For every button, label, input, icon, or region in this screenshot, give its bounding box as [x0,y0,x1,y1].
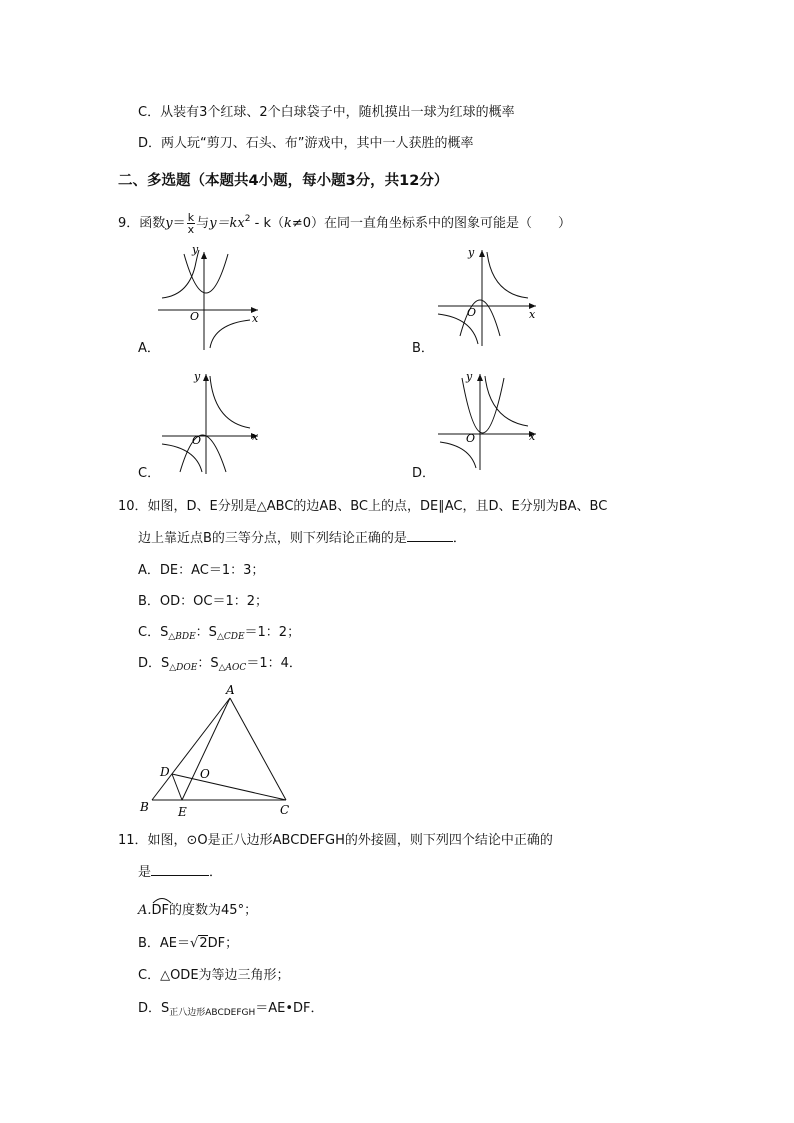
q9-b-origin: O [467,306,477,319]
q9-label-a: A． [138,341,160,356]
q11-a-post: 的度数为45°； [169,903,258,918]
q9-frac-num: k [187,211,195,224]
q8-option-d: D．两人玩“剪刀、石头、布”游戏中，其中一人获胜的概率 [138,136,474,151]
q10-stem-text: 边上靠近点B的三等分点，则下列结论正确的是 [138,531,407,546]
q10-c-post: ＝1：2； [244,625,301,640]
q10-d-post: ＝1：4． [246,656,302,671]
q10-triangle-figure [138,682,298,820]
q11-a-arc [152,902,170,920]
arc-mark-icon [152,896,172,904]
q11-stem-line2 [138,863,222,882]
q10-c-sub2: △CDE [216,632,245,642]
q11-stem-line1: 11．如图，⊙O是正八边形ABCDEFGH的外接圆，则下列四个结论中正确的 [118,833,553,848]
q10-stem-line2 [138,529,466,548]
q10-c-mid: ：S [195,625,217,640]
q9-d-origin: O [466,432,476,445]
q9-graph-c [150,368,270,473]
q9-c-x-label: x [252,430,259,443]
q9-fraction [187,212,196,235]
q10-point-a: A [226,683,235,697]
q11-a-arc-label: DF [151,903,170,918]
q10-answer-blank[interactable] [407,529,453,542]
q9-a-origin: O [190,310,200,323]
q11-option-b [138,935,238,953]
q11-stem-text: 是 [138,865,152,880]
q9-number: 9．函数 [118,216,166,231]
q9-a-x-label: x [252,312,259,325]
q11-b-pre: B．AE＝ [138,936,191,951]
q9-y1: y [165,216,173,231]
q10-d-mid: ：S [197,656,219,671]
q11-option-a [138,902,257,920]
q11-b-root: 2 [199,936,208,951]
q10-point-e: E [178,805,187,819]
q11-answer-blank[interactable] [151,863,209,876]
q10-d-sub1: △DOE [169,663,198,673]
q10-c-pre: C．S [138,625,169,640]
q9-rest1: - k（ [250,216,284,231]
q11-option-c: C．△ODE为等边三角形； [138,968,290,983]
q9-graph-a [150,243,270,353]
q10-point-b: B [140,800,149,814]
q9-graph-d [432,368,552,473]
q10-option-b: B．OD：OC＝1：2； [138,594,269,609]
q10-stem-line1: 10．如图，D、E分别是△ABC的边AB、BC上的点，DE∥AC，且D、E分别为BA、BC [118,499,608,514]
q10-option-a: A．DE：AC＝1：3； [138,563,265,578]
q9-stem [118,210,571,235]
q9-rest2: ≠0）在同一直角坐标系中的图象可能是（ ） [291,216,572,231]
q10-point-c: C [280,803,290,817]
q9-frac-den: x [187,223,195,236]
q10-c-sub1: △BDE [168,632,196,642]
q9-c-y-label: y [194,370,201,383]
q9-label-b: B． [412,341,434,356]
q9-c-origin: O [192,434,202,447]
q10-point-o: O [200,767,210,781]
sqrt-icon: √ [190,936,199,951]
q10-option-d [138,655,302,677]
q10-point-d: D [160,765,170,779]
section-multiple-choice-title: 二、多选题（本题共4小题，每小题3分，共12分） [118,173,449,189]
q11-a-pre: A. [138,903,152,918]
q9-and: 与 [196,216,210,231]
q10-option-c [138,624,300,646]
q9-eq: ＝ [172,216,186,231]
q11-b-post: DF； [207,936,239,951]
q9-b-y-label: y [468,246,475,259]
q10-d-pre: D．S [138,656,170,671]
q11-option-d [138,1000,324,1022]
q11-d-sub: 正八边形ABCDEFGH [169,1008,256,1018]
q9-label-c: C． [138,466,161,481]
q9-graph-b [432,244,552,349]
q11-stem-period: ． [209,865,223,880]
q9-sup: 2 [244,214,251,224]
q11-d-pre: D．S [138,1001,170,1016]
q10-d-sub2: △AOC [218,663,247,673]
q10-stem-period: ． [452,531,466,546]
q9-eq2: ＝kx [216,216,245,231]
q9-label-d: D． [412,466,436,481]
q9-d-x-label: x [529,430,536,443]
q9-b-x-label: x [529,308,536,321]
q11-d-post: ＝AE•DF． [255,1001,324,1016]
q8-option-c: C．从装有3个红球、2个白球袋子中，随机摸出一球为红球的概率 [138,105,515,120]
q9-k: k [283,216,292,231]
q9-a-y-label: y [192,243,199,256]
q9-y2: y [209,216,217,231]
q9-d-y-label: y [466,370,473,383]
